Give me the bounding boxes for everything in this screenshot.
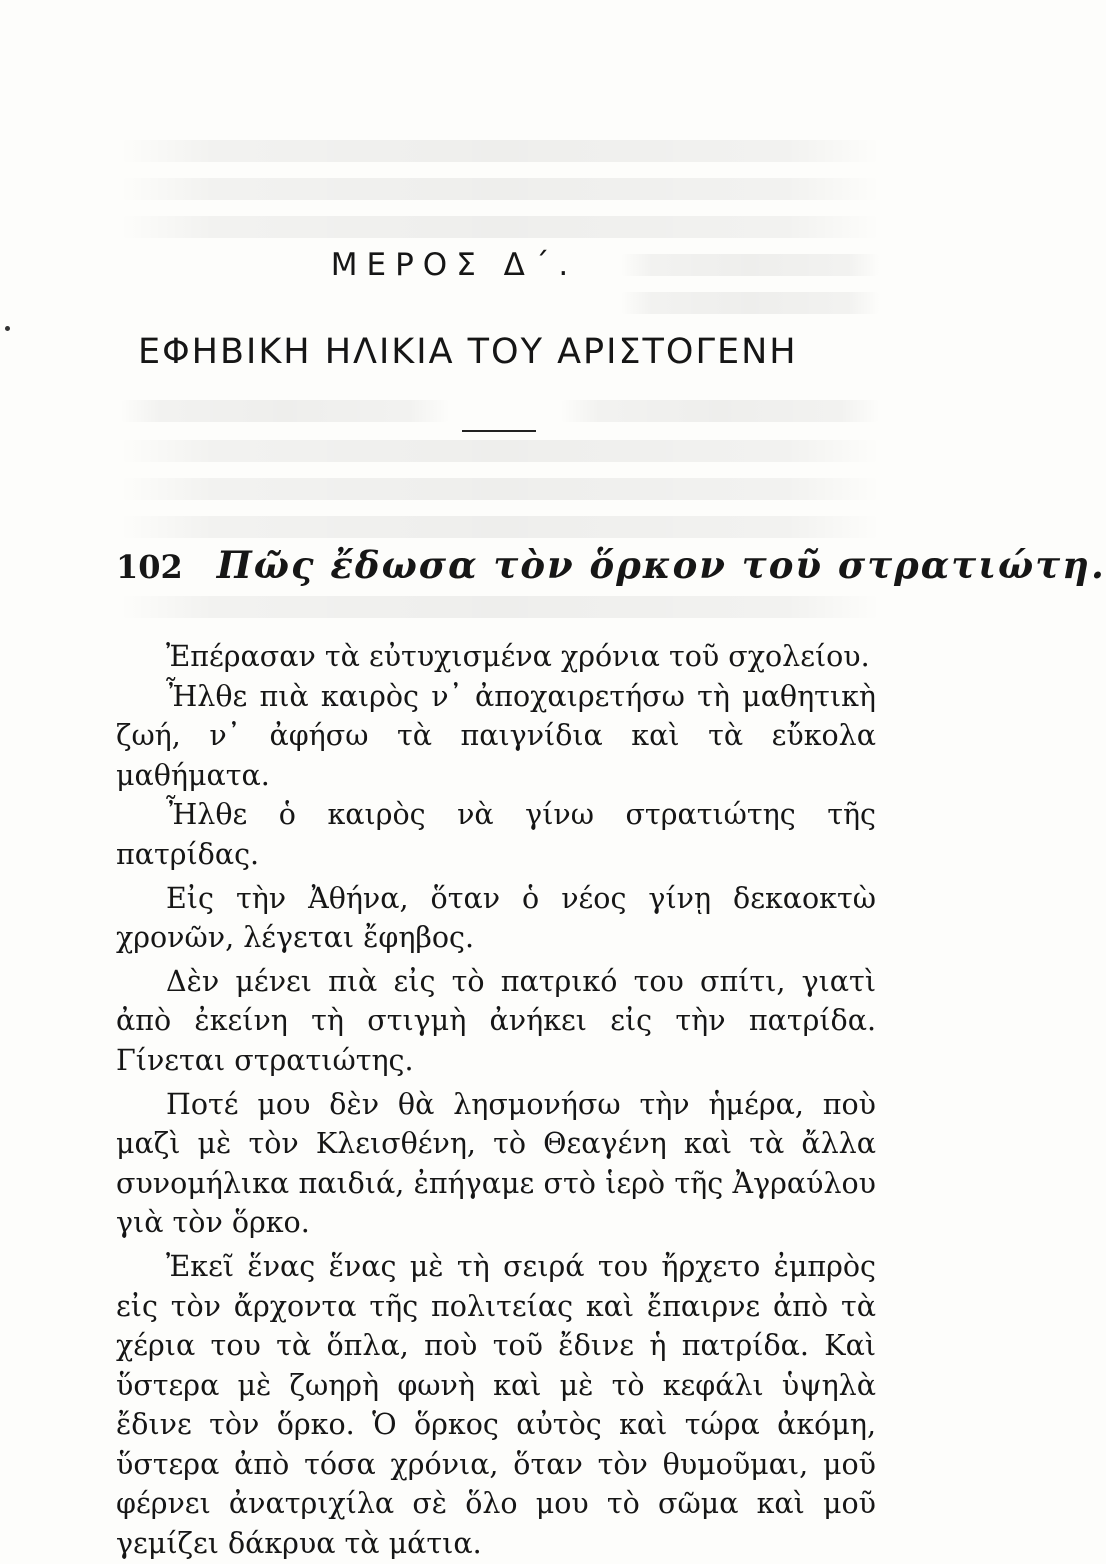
- part-heading: ΜΕΡΟΣ Δ΄.: [330, 247, 578, 283]
- paragraph: Ἐπέρασαν τὰ εὐτυχισμένα χρόνια τοῦ σχολείου.: [166, 640, 870, 673]
- paragraph: Ποτέ μου δὲν θὰ λησμονήσω τὴν ἡμέρα, ποὺ μαζὶ μὲ τὸν Κλεισθένη, τὸ Θεαγένη καὶ τὰ ἄλλα συνομήλικα παιδιά, ἐπήγαμε στὸ ἱερὸ τῆς Ἀγραύλου γιὰ τὸν ὅρκο.: [116, 1087, 876, 1240]
- paragraph: Δὲν μένει πιὰ εἰς τὸ πατρικό του σπίτι, γιατὶ ἀπὸ ἐκείνη τὴ στιγμὴ ἀνήκει εἰς τὴν πατρίδα. Γίνεται στρατιώτης.: [116, 964, 876, 1077]
- lesson-body: [116, 637, 876, 1564]
- paragraph: Ἦλθε πιὰ καιρὸς ν᾿ ἀποχαιρετήσω τὴ μαθητικὴ ζωή, ν᾿ ἀφήσω τὰ παιγνίδια καὶ τὰ εὔκολα μαθήματα.: [116, 679, 876, 792]
- lesson-number: 102: [116, 548, 183, 586]
- paragraph: Εἰς τὴν Ἀθήνα, ὅταν ὁ νέος γίνῃ δεκαοκτὼ χρονῶν, λέγεται ἔφηβος.: [116, 881, 876, 955]
- page-speck: [5, 326, 10, 331]
- lesson-title: Πῶς ἔδωσα τὸν ὅρκον τοῦ στρατιώτη.: [216, 543, 1106, 587]
- paragraph: Ἦλθε ὁ καιρὸς νὰ γίνω στρατιώτης τῆς πατρίδας.: [116, 798, 876, 871]
- paragraph: Ἐκεῖ ἕνας ἕνας μὲ τὴ σειρά του ἤρχετο ἐμπρὸς εἰς τὸν ἄρχοντα τῆς πολιτείας καὶ ἔπαιρνε ἀπὸ τὰ χέρια του τὰ ὅπλα, ποὺ τοῦ ἔδινε ἡ πατρίδα. Καὶ ὕστερα μὲ ζωηρὴ φωνὴ καὶ μὲ τὸ κεφάλι ὑψηλὰ ἔδινε τὸν ὅρκο. Ὁ ὅρκος αὐτὸς καὶ τώρα ἀκόμη, ὕστερα ἀπὸ τόσα χρόνια, ὅταν τὸν θυμοῦμαι, μοῦ φέρνει ἀνατριχίλα σὲ ὅλο μου τὸ σῶμα καὶ μοῦ γεμίζει δάκρυα τὰ μάτια.: [116, 1249, 876, 1561]
- lesson-heading: [116, 543, 1106, 587]
- title-divider: [462, 430, 536, 432]
- section-title: ΕΦΗΒΙΚΗ ΗΛΙΚΙΑ ΤΟΥ ΑΡΙΣΤΟΓΕΝΗ: [138, 332, 798, 372]
